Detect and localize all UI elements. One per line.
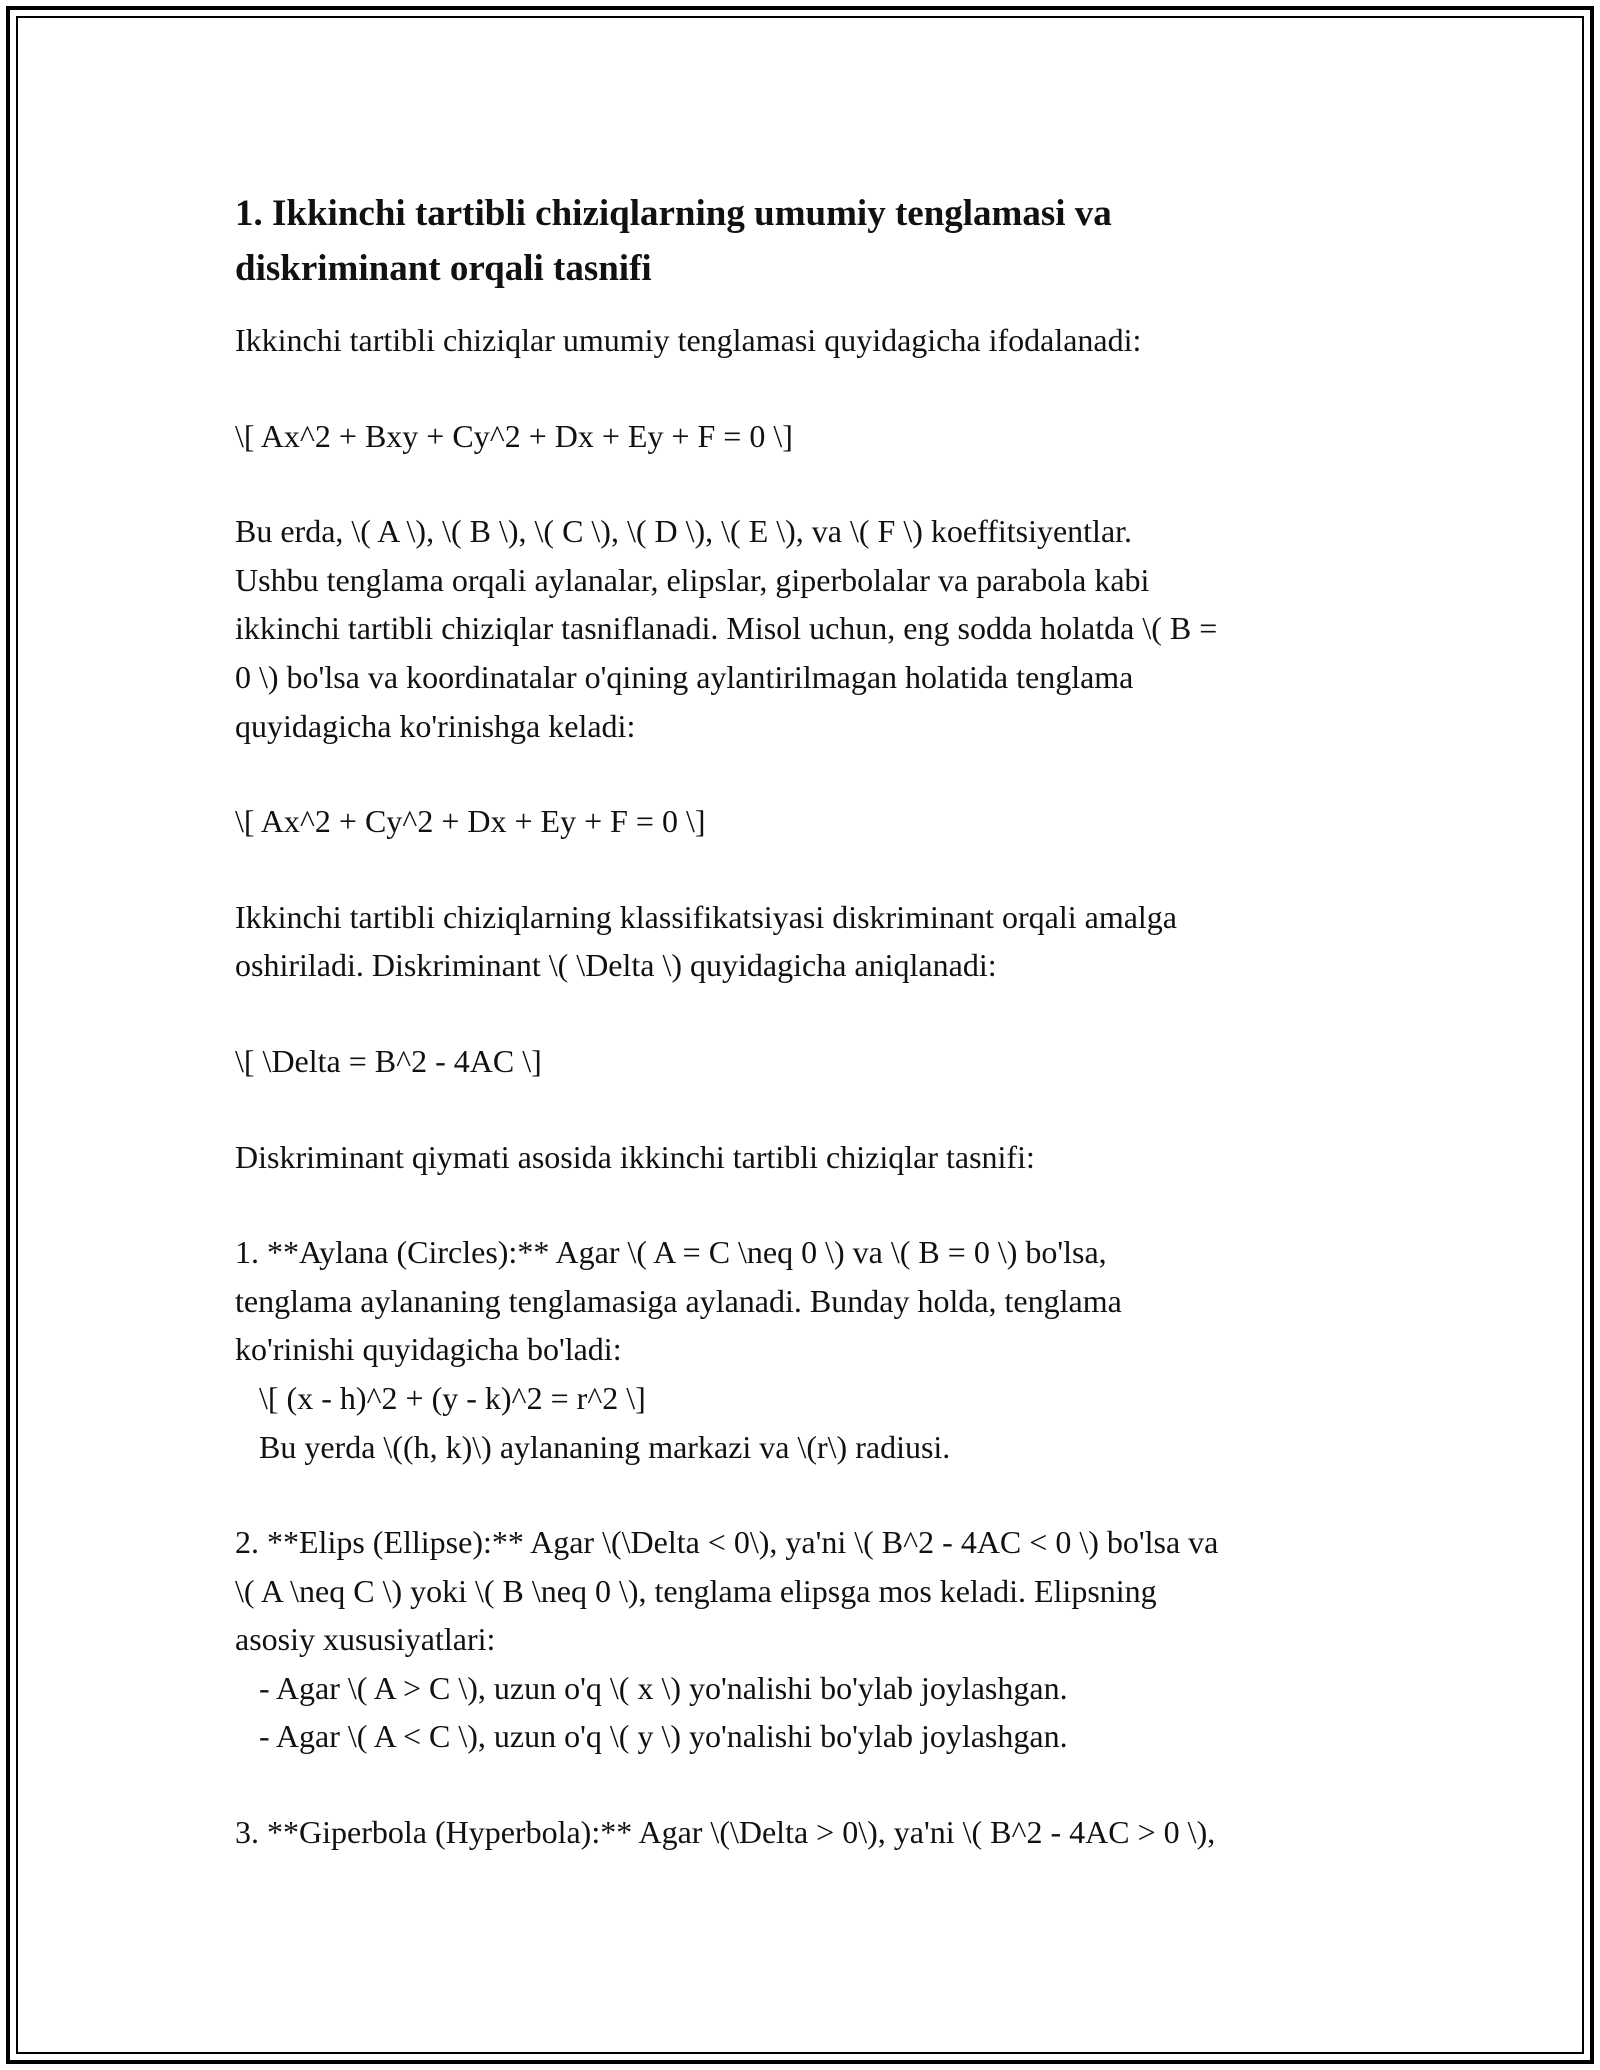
text-line: 0 \) bo'lsa va koordinatalar o'qining aylantirilmagan holatida tenglama: [235, 658, 1134, 695]
paragraph-list: [235, 316, 1385, 1857]
text-line: Ikkinchi tartibli chiziqlarning klassifikatsiyasi diskriminant orqali amalga: [235, 898, 1177, 935]
text-line: Diskriminant qiymati asosida ikkinchi tartibli chiziqlar tasnifi:: [235, 1138, 1035, 1175]
text-line: tenglama aylananing tenglamasiga aylanadi. Bunday holda, tenglama: [235, 1282, 1122, 1319]
text-line: \[ \Delta = B^2 - 4AC \]: [235, 1042, 542, 1079]
text-line: \( A \neq C \) yoki \( B \neq 0 \), tenglama elipsga mos keladi. Elipsning: [235, 1572, 1157, 1609]
heading-line: 1. Ikkinchi tartibli chiziqlarning umumiy tenglamasi va: [235, 193, 1112, 234]
text-line: asosiy xususiyatlari:: [235, 1621, 496, 1658]
section-heading: [235, 186, 1385, 296]
paragraph: [235, 1518, 1385, 1761]
text-line: - Agar \( A < C \), uzun o'q \( y \) yo'nalishi bo'ylab joylashgan.: [235, 1718, 1068, 1755]
text-line: quyidagicha ko'rinishga keladi:: [235, 707, 636, 744]
text-line: Ikkinchi tartibli chiziqlar umumiy tenglamasi quyidagicha ifodalanadi:: [235, 322, 1142, 358]
paragraph: [235, 316, 1385, 365]
text-line: 3. **Giperbola (Hyperbola):** Agar \(\Delta > 0\), ya'ni \( B^2 - 4AC > 0 \),: [235, 1814, 1216, 1851]
text-line: ko'rinishi quyidagicha bo'ladi:: [235, 1331, 622, 1368]
paragraph: [235, 1228, 1385, 1471]
text-line: 1. **Aylana (Circles):** Agar \( A = C \neq 0 \) va \( B = 0 \) bo'lsa,: [235, 1234, 1107, 1271]
text-line: Ushbu tenglama orqali aylanalar, elipslar, giperbolalar va parabola kabi: [235, 561, 1150, 598]
text-line: ikkinchi tartibli chiziqlar tasniflanadi. Misol uchun, eng sodda holatda \( B =: [235, 610, 1218, 647]
paragraph: [235, 507, 1385, 750]
paragraph: [235, 1808, 1385, 1857]
paragraph: [235, 412, 1385, 461]
text-line: - Agar \( A > C \), uzun o'q \( x \) yo'nalishi bo'ylab joylashgan.: [235, 1669, 1068, 1706]
paragraph: [235, 797, 1385, 846]
document-body: [235, 186, 1385, 1904]
text-line: \[ Ax^2 + Cy^2 + Dx + Ey + F = 0 \]: [235, 803, 706, 840]
text-line: Bu erda, \( A \), \( B \), \( C \), \( D \), \( E \), va \( F \) koeffitsiyentlar.: [235, 513, 1133, 550]
text-line: 2. **Elips (Ellipse):** Agar \(\Delta < 0\), ya'ni \( B^2 - 4AC < 0 \) bo'lsa va: [235, 1524, 1219, 1561]
paragraph: [235, 1037, 1385, 1086]
paragraph: [235, 1133, 1385, 1182]
text-line: oshiriladi. Diskriminant \( \Delta \) quyidagicha aniqlanadi:: [235, 947, 997, 984]
paragraph: [235, 893, 1385, 990]
text-line: \[ Ax^2 + Bxy + Cy^2 + Dx + Ey + F = 0 \]: [235, 417, 793, 454]
text-line: \[ (x - h)^2 + (y - k)^2 = r^2 \]: [235, 1379, 646, 1416]
heading-line: diskriminant orqali tasnifi: [235, 248, 652, 289]
text-line: Bu yerda \((h, k)\) aylananing markazi va \(r\) radiusi.: [235, 1428, 951, 1465]
